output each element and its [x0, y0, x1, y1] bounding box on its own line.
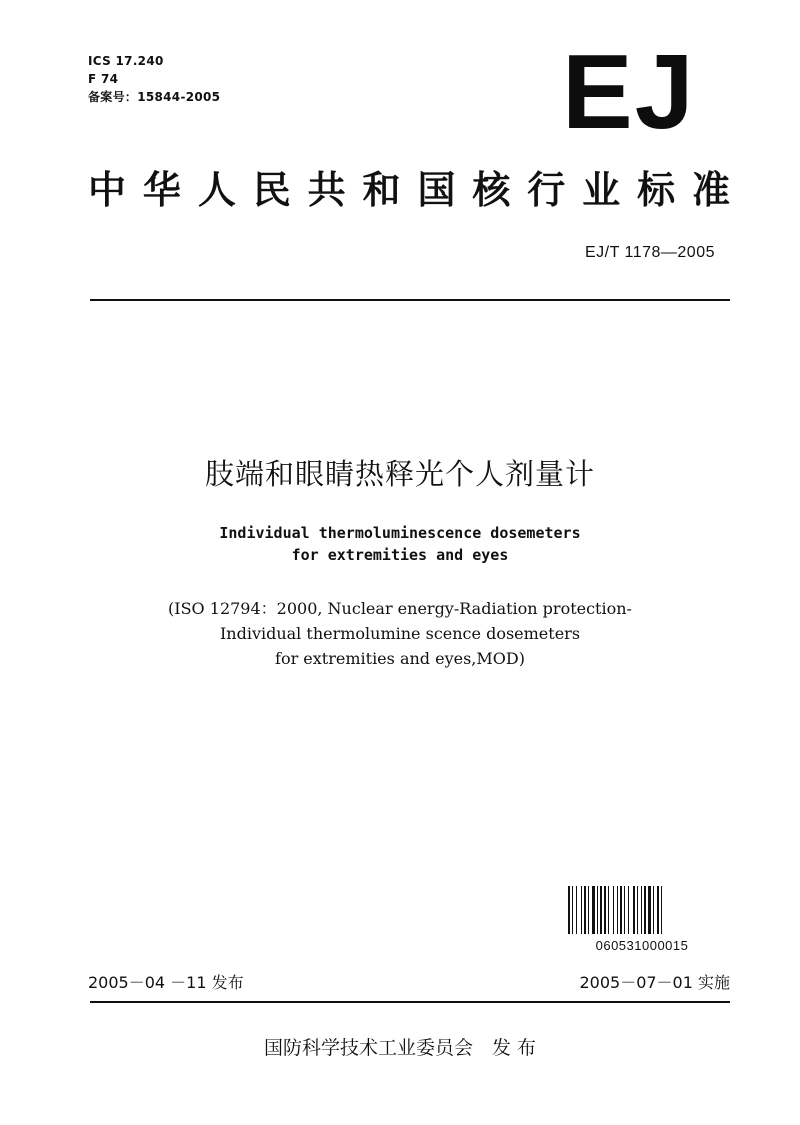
ej-logo: EJ: [562, 33, 696, 151]
org-title-char: 中: [88, 168, 127, 212]
org-title-char: 标: [637, 168, 676, 212]
org-title-char: 准: [691, 168, 730, 212]
barcode-number: 060531000015: [595, 938, 689, 953]
bottom-divider: [90, 1001, 730, 1003]
org-title-char: 和: [362, 168, 401, 212]
org-title-char: 民: [252, 168, 291, 212]
org-title-char: 国: [417, 168, 456, 212]
publisher: 国防科学技术工业委员会 发 布: [263, 1037, 537, 1059]
iso-reference-line: for extremities and eyes,MOD): [275, 649, 525, 668]
org-title-char: 行: [527, 168, 566, 212]
org-title-char: 核: [472, 168, 511, 212]
top-divider: [90, 299, 730, 301]
standard-code: EJ/T 1178—2005: [584, 244, 715, 261]
title-english-line: for extremities and eyes: [291, 546, 509, 564]
org-title: [88, 166, 730, 214]
org-title-char: 人: [197, 168, 236, 212]
iso-reference-line: Individual thermolumine scence dosemeters: [219, 624, 581, 643]
ccs-code: F 74: [88, 72, 119, 86]
filing-number: 备案号：15844-2005: [88, 90, 221, 104]
org-title-char: 华: [142, 168, 181, 212]
org-title-char: 业: [582, 168, 621, 212]
barcode-image: [568, 886, 716, 934]
ics-code: ICS 17.240: [88, 54, 164, 68]
org-title-char: 共: [307, 168, 346, 212]
issue-date: 2005－04 －11 发布: [88, 973, 244, 992]
title-english: [0, 522, 800, 566]
iso-reference: [0, 596, 800, 671]
title-chinese: 肢端和眼睛热释光个人剂量计: [204, 457, 595, 491]
title-english-line: Individual thermoluminescence dosemeters: [219, 524, 581, 542]
iso-reference-line: (ISO 12794：2000, Nuclear energy-Radiation protection-: [168, 599, 632, 618]
implementation-date: 2005－07－01 实施: [579, 973, 730, 992]
classification-block: [88, 52, 220, 106]
